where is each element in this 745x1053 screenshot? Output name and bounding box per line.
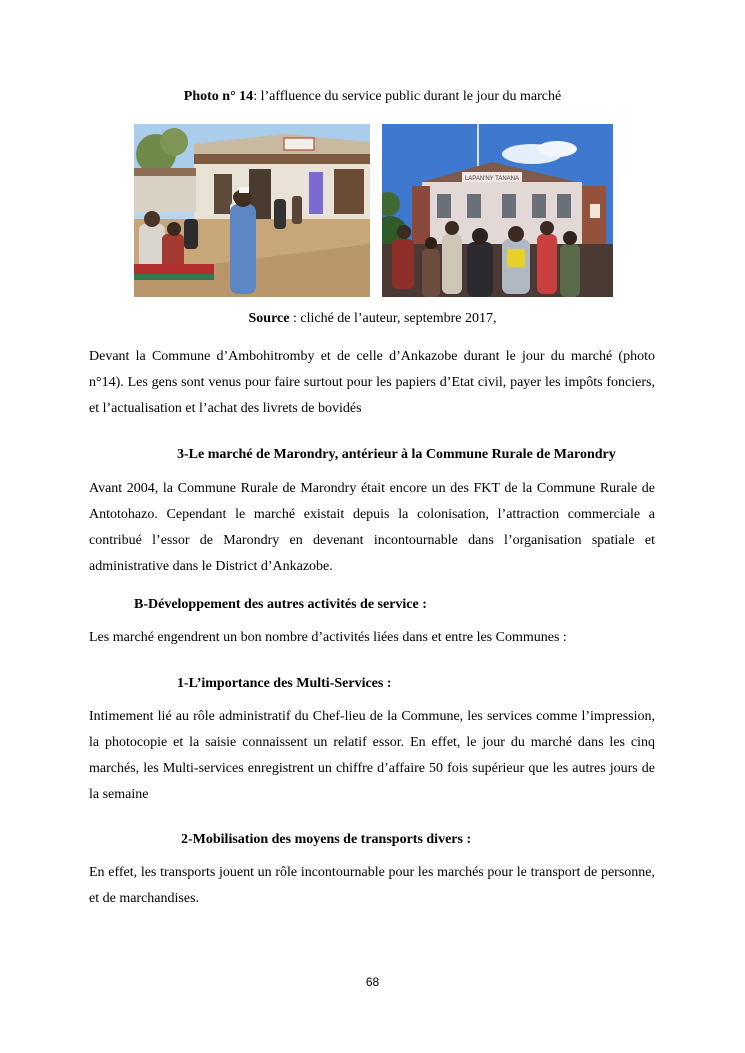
paragraph-transports: En effet, les transports jouent un rôle incontournable pour les marchés pour le transport de personne, et de marchandises.: [89, 865, 655, 906]
heading-transports: 2-Mobilisation des moyens de transports divers :: [181, 832, 472, 847]
market-crowd-photo-left-image: [134, 124, 370, 297]
heading-multi-services: 1-L’importance des Multi-Services :: [177, 676, 392, 691]
market-crowd-photo-right-image: [382, 124, 613, 297]
heading-developpement-services: B-Développement des autres activités de service :: [134, 597, 427, 612]
paragraph-activites-liees: Les marché engendrent un bon nombre d’activités liées dans et entre les Communes :: [89, 630, 567, 645]
photo-source-text: : cliché de l’auteur, septembre 2017,: [289, 311, 497, 326]
paragraph-multi-services: Intimement lié au rôle administratif du Chef-lieu de la Commune, les services comme l’impression, la photocopie et la saisie connaissent un relatif essor. En effet, le jour du marché dans les cinq marchés, les Multi-services enregistrent un chiffre d’affaire 50 fois supérieur que les autres jours de la semaine: [89, 709, 655, 802]
photo-caption-text: : l’affluence du service public durant le jour du marché: [253, 89, 562, 104]
photo-caption: [0, 89, 745, 105]
photo-caption-label: Photo n° 14: [183, 89, 254, 104]
market-crowd-photo-left: [134, 124, 370, 297]
photo-source-label: Source: [248, 311, 290, 326]
paragraph-photo-description: Devant la Commune d’Ambohitromby et de celle d’Ankazobe durant le jour du marché (photo n°14). Les gens sont venus pour faire surtout pour les papiers d’Etat civil, payer les impôts fonciers, et l’actualisation et l’achat des livrets de bovidés: [89, 349, 655, 416]
market-crowd-photo-right: [382, 124, 613, 297]
page-number: 68: [365, 975, 380, 989]
heading-marche-marondry: 3-Le marché de Marondry, antérieur à la Commune Rurale de Marondry: [177, 447, 616, 462]
paragraph-marondry-history: Avant 2004, la Commune Rurale de Marondry était encore un des FKT de la Commune Rurale de Antotohazo. Cependant le marché existait depuis la colonisation, l’attraction commerciale a contribué l’essor de Marondry en devenant incontournable dans l’organisation spatiale et administrative dans le District d’Ankazobe.: [89, 481, 655, 574]
photo-source: [0, 311, 745, 327]
building-sign-text: LAPAN'NY TANANA: [464, 176, 520, 182]
